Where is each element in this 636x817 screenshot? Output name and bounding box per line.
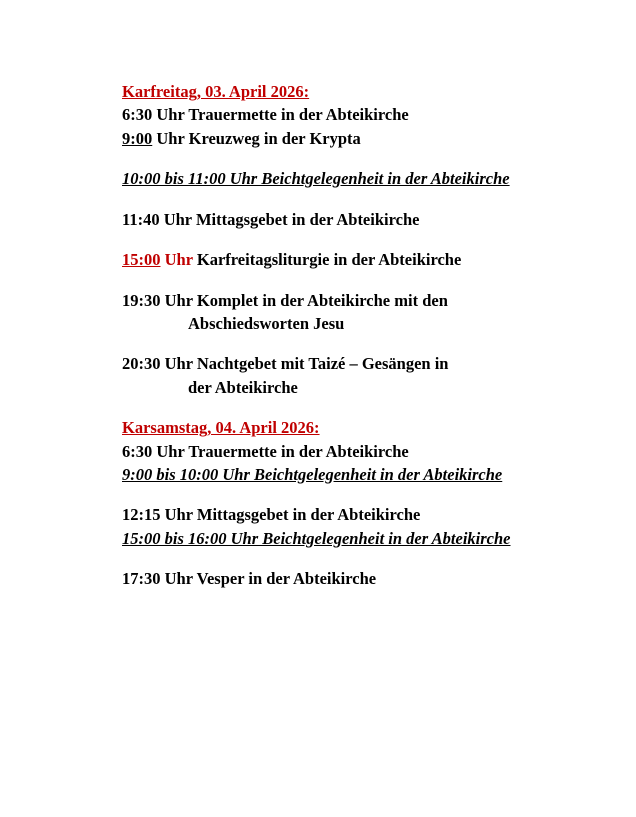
entry-beichtgelegenheit-1 xyxy=(122,167,536,190)
entry-text-rest: Uhr Nachtgebet mit Taizé – Gesängen in xyxy=(160,354,449,374)
entry-beichtgelegenheit-3: 15:00 bis 16:00 Uhr Beichtgelegenheit in der Abteikirche xyxy=(122,528,511,548)
paragraph-spacer xyxy=(122,486,536,503)
entry-text-italic: 10:00 bis 11:00 Uhr Beichtgelegenheit in der Abteikirche xyxy=(122,169,510,189)
entry-time-underlined: 9:00 xyxy=(122,128,153,148)
section-heading-block xyxy=(122,80,536,127)
section-heading-block-2 xyxy=(122,416,536,486)
entry-mittagsgebet-karfreitag xyxy=(122,208,536,231)
entry-text-rest: Uhr Vesper in der Abteikirche xyxy=(160,569,377,589)
entry-text: 6:30 xyxy=(122,105,153,125)
section-heading-karsamstag: Karsamstag, 04. April 2026: xyxy=(122,418,320,438)
entry-vesper xyxy=(122,567,536,590)
entry-text-rest: Uhr Kreuzweg in der Krypta xyxy=(152,128,361,148)
entry-uhr-red: Uhr xyxy=(160,250,193,270)
entry-time: 11:40 xyxy=(122,209,160,229)
entry-text-rest: Uhr Mittagsgebet in der Abteikirche xyxy=(159,209,420,229)
entry-text-indented: der Abteikirche xyxy=(188,377,298,397)
entry-text-rest: Uhr Mittagsgebet in der Abteikirche xyxy=(160,505,421,525)
document-body xyxy=(122,80,536,591)
entry-trauermette-karsamstag xyxy=(122,440,536,463)
entry-mittagsgebet-karsamstag xyxy=(122,503,536,550)
entry-time: 6:30 xyxy=(122,441,153,461)
entry-karfreitagsliturgie xyxy=(122,248,536,271)
entry-time: 19:30 xyxy=(122,290,161,310)
entry-text-rest: Uhr Komplet in der Abteikirche mit den xyxy=(160,290,448,310)
entry-time: 17:30 xyxy=(122,569,161,589)
entry-text-rest: Uhr Trauermette in der Abteikirche xyxy=(152,105,409,125)
entry-komplet xyxy=(122,289,536,336)
entry-time: 20:30 xyxy=(122,354,161,374)
entry-text-rest: Karfreitagsliturgie in der Abteikirche xyxy=(192,250,462,270)
entry-nachtgebet xyxy=(122,352,536,399)
section-heading-karfreitag: Karfreitag, 03. April 2026: xyxy=(122,82,310,101)
paragraph-spacer-2 xyxy=(122,550,536,567)
entry-text-indented: Abschiedsworten Jesu xyxy=(188,313,345,333)
entry-text-rest: Uhr Trauermette in der Abteikirche xyxy=(152,441,409,461)
entry-beichtgelegenheit-2: 9:00 bis 10:00 Uhr Beichtgelegenheit in der Abteikirche xyxy=(122,465,503,485)
entry-time-red-underlined: 15:00 xyxy=(122,250,161,270)
entry-kreuzweg xyxy=(122,127,536,150)
entry-trauermette-karfreitag xyxy=(122,103,536,126)
entry-time: 12:15 xyxy=(122,505,161,525)
